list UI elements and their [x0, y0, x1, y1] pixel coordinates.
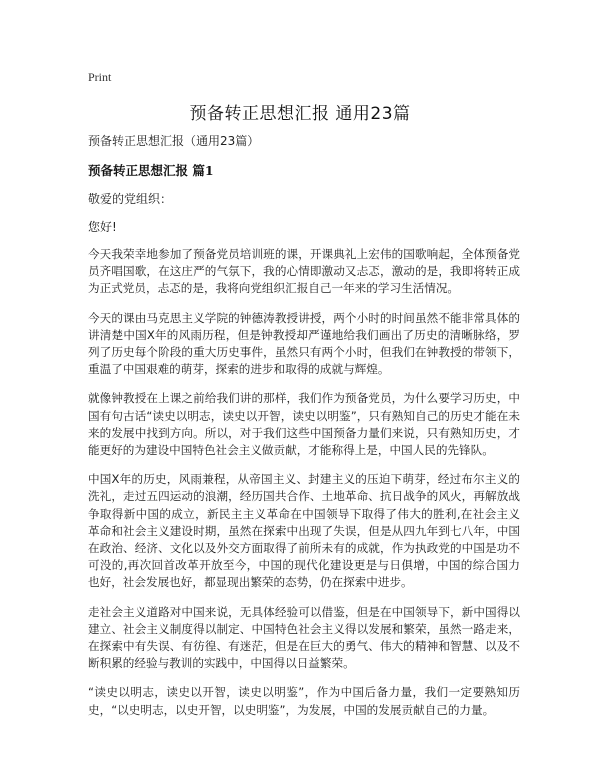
document-body	[88, 132, 520, 731]
document-title: 预备转正思想汇报 通用23篇	[189, 104, 411, 124]
salutation: 敬爱的党组织：	[88, 192, 173, 206]
body-paragraph: 就像钟教授在上课之前给我们讲的那样，我们作为预备党员，为什么要学习历史，中国有句古话“读史以明志，读史以开智，读史以明鉴”，只有熟知自己的历史才能在未来的发展中找到方向。所以，对于我们这些中国预备力量们来说，只有熟知历史，才能更好的为建设中国特色社会主义做贡献，才能称得上是，中国人民的先锋队。	[88, 391, 520, 458]
greeting: 您好!	[88, 220, 117, 234]
section-heading: 预备转正思想汇报 篇1	[88, 163, 214, 178]
body-paragraph: 中国X年的历史，风雨兼程，从帝国主义、封建主义的压迫下萌芽，经过布尔主义的洗礼，走过五四运动的浪潮，经历国共合作、土地革命、抗日战争的风火，再解放战争取得新中国的成立，新民主主义革命在中国领导下取得了伟大的胜利,在社会主义革命和社会主义建设时期，虽然在探索中出现了失误，但是从四九年到七八年，中国在政治、经济、文化以及外交方面取得了前所未有的成就，作为执政党的中国是功不可没的,再次回首改革开放至今，中国的现代化建设更是与日俱增，中国的综合国力也好，社会发展也好，都显现出繁荣的态势，仍在探索中进步。	[88, 472, 520, 590]
print-label: Print	[88, 70, 112, 84]
body-paragraph: 今天我荣幸地参加了预备党员培训班的课，开课典礼上宏伟的国歌响起，全体预备党员齐唱国歌，在这庄严的气氛下，我的心情即激动又忐忑，激动的是，我即将转正成为正式党员，忐忑的是，我将向党组织汇报自己一年来的学习生活情况。	[88, 247, 520, 296]
body-paragraph: 走社会主义道路对中国来说，无具体经验可以借鉴，但是在中国领导下，新中国得以建立、社会主义制度得以制定、中国特色社会主义得以发展和繁荣，虽然一路走来，在探索中有失误、有彷徨、有迷茫，但是在巨大的勇气、伟大的精神和智慧、以及不断积累的经验与教训的实践中，中国得以日益繁荣。	[88, 604, 520, 671]
document-subtitle: 预备转正思想汇报（通用23篇）	[88, 134, 260, 148]
body-paragraph: “读史以明志，读史以开智，读史以明鉴”，作为中国后备力量，我们一定要熟知历史，“以史明志，以史开智，以史明鉴”，为发展，中国的发展贡献自己的力量。	[88, 685, 520, 717]
body-paragraph: 今天的课由马克思主义学院的钟德涛教授讲授，两个小时的时间虽然不能非常具体的讲清楚中国X年的风雨历程，但是钟教授却严谨地给我们画出了历史的清晰脉络，罗列了历史每个阶段的重大历史事件，虽然只有两个小时，但我们在钟教授的带领下，重温了中国艰难的萌芽，探索的进步和取得的成就与辉煌。	[88, 310, 520, 377]
